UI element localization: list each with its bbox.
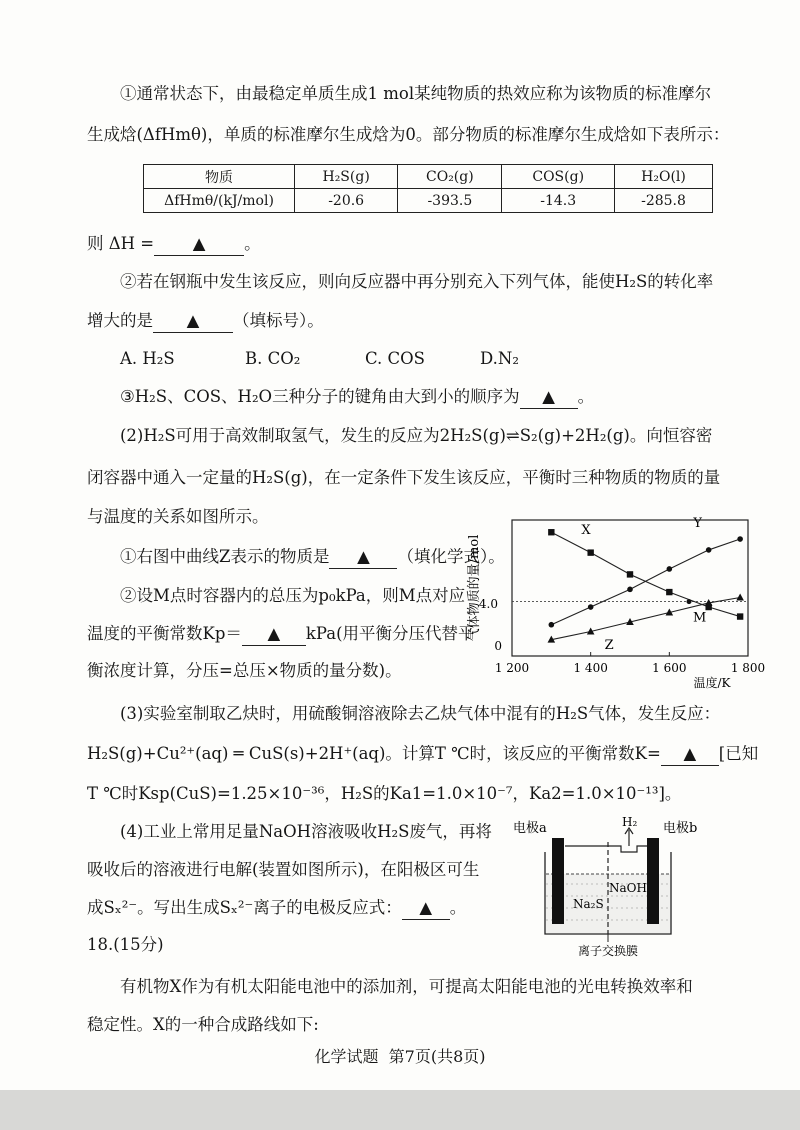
h2-label: H₂ <box>622 815 638 829</box>
conversion-line-1: ②若在钢瓶中发生该反应，则向反应器中再分别充入下列气体，能使H₂S的转化率 <box>120 272 714 291</box>
part2-q1 <box>120 546 505 569</box>
q18-line-1: 有机物X作为有机太阳能电池中的添加剂，可提高太阳能电池的光电转换效率和 <box>120 977 693 996</box>
table-header-cell: COS(g) <box>502 165 615 189</box>
x-tick-label: 1 800 <box>730 661 766 675</box>
naoh-label: NaOH <box>609 881 647 895</box>
part2-q2-line-1: ②设M点时容器内的总压为p₀kPa，则M点对应 <box>120 586 466 605</box>
q18-header: 18.(15分) <box>87 935 164 954</box>
membrane-label: 离子交换膜 <box>577 944 639 958</box>
table-cell: -14.3 <box>502 189 615 213</box>
data-point-y <box>706 547 712 553</box>
data-point-y <box>627 587 633 593</box>
part3-text: H₂S(g)+Cu²⁺(aq) ═ CuS(s)+2H⁺(aq)。计算T ℃时，该反应的平衡常数K= <box>87 744 661 763</box>
option-c: C. COS <box>365 349 425 368</box>
table-header-cell: H₂S(g) <box>295 165 398 189</box>
x-tick-label: 1 400 <box>573 661 608 675</box>
table-header-cell: 物质 <box>144 165 295 189</box>
point-m-marker <box>687 599 692 604</box>
part4-line-2: 吸收后的溶液进行电解(装置如图所示)，在阳极区可生 <box>87 860 480 879</box>
conversion-line-2 <box>87 310 324 333</box>
table-cell: -393.5 <box>398 189 502 213</box>
answer-blank[interactable]: ▲ <box>153 310 233 333</box>
kp-end: kPa(用平衡分压代替平 <box>305 624 475 643</box>
part3-line-1: (3)实验室制取乙炔时，用硫酸铜溶液除去乙炔气体中混有的H₂S气体，发生反应： <box>120 704 721 723</box>
part4-end: 。 <box>449 898 467 917</box>
part2-q2-line-3: 衡浓度计算，分压=总压×物质的量分数)。 <box>87 661 402 680</box>
answer-blank[interactable]: ▲ <box>154 233 244 256</box>
electrolysis-diagram <box>505 812 720 957</box>
table-header-row <box>144 165 713 189</box>
part3-line-3: T ℃时Ksp(CuS)=1.25×10⁻³⁶，H₂S的Ka1=1.0×10⁻⁷，Ka2=1.0×10⁻¹³]。 <box>87 784 682 803</box>
option-a: A. H₂S <box>120 349 175 368</box>
table-cell: -285.8 <box>615 189 713 213</box>
option-b: B. CO₂ <box>245 349 301 368</box>
part2-line-3: 与温度的关系如图所示。 <box>87 507 269 526</box>
part4-line-1: (4)工业上常用足量NaOH溶液吸收H₂S废气，再将 <box>120 822 492 841</box>
table-header-cell: H₂O(l) <box>615 165 713 189</box>
part3-end: [已知 <box>718 744 759 763</box>
data-point-z <box>736 594 744 601</box>
data-point-y <box>737 536 743 542</box>
part4-text: 成Sₓ²⁻。写出生成Sₓ²⁻离子的电极反应式： <box>87 898 402 917</box>
cell-lid <box>565 846 655 852</box>
table-cell: -20.6 <box>295 189 398 213</box>
data-point-x <box>627 571 633 577</box>
series-label-y: Y <box>693 515 702 531</box>
answer-blank[interactable]: ▲ <box>242 623 306 646</box>
x-tick-label: 1 200 <box>494 661 530 675</box>
data-point-x <box>737 613 743 619</box>
x-axis-label: 温度/K <box>693 676 731 690</box>
table-row <box>144 189 713 213</box>
data-point-y <box>549 622 555 628</box>
scan-border <box>0 1090 800 1130</box>
bond-angle-text: ③H₂S、COS、H₂O三种分子的键角由大到小的顺序为 <box>120 387 520 406</box>
option-d: D.N₂ <box>480 349 519 368</box>
equilibrium-chart <box>460 512 766 694</box>
table-header-cell: CO₂(g) <box>398 165 502 189</box>
answer-blank[interactable]: ▲ <box>520 386 578 409</box>
electrode-b <box>647 838 659 924</box>
dh-line <box>87 233 261 256</box>
series-label-z: Z <box>604 638 614 654</box>
footer-title: 化学试题 <box>314 1047 379 1066</box>
q1-end: （填化学式）。 <box>397 547 505 566</box>
footer-page: 第7页(共8页) <box>388 1047 486 1066</box>
x-tick-label: 1 600 <box>652 661 687 675</box>
conversion-prefix: 增大的是 <box>87 311 153 330</box>
dh-end: 。 <box>244 234 261 253</box>
enthalpy-table <box>143 164 713 213</box>
data-point-x <box>666 589 672 595</box>
intro-line-2: 生成焓(ΔfHmθ)，单质的标准摩尔生成焓为0。部分物质的标准摩尔生成焓如下表所示： <box>87 125 730 144</box>
point-m-label: M <box>693 610 707 626</box>
kp-text: 温度的平衡常数Kp＝ <box>87 624 242 643</box>
part2-line-2: 闭容器中通入一定量的H₂S(g)，在一定条件下发生该反应，平衡时三种物质的物质的量 <box>87 468 721 487</box>
na2s-label: Na₂S <box>573 897 604 911</box>
part3-line-2 <box>87 743 758 766</box>
data-point-x <box>548 529 554 535</box>
data-point-x <box>587 549 593 555</box>
answer-blank[interactable]: ▲ <box>402 897 450 920</box>
dh-label: 则 ΔH = <box>87 234 155 253</box>
q1-text: ①右图中曲线Z表示的物质是 <box>120 547 330 566</box>
part2-q2-line-2 <box>87 623 475 646</box>
table-row-label: ΔfHmθ/(kJ/mol) <box>144 189 295 213</box>
part2-line-1: (2)H₂S可用于高效制取氢气，发生的反应为2H₂S(g)⇌S₂(g)+2H₂(g)。向恒容密 <box>120 426 713 445</box>
q18-line-2: 稳定性。X的一种合成路线如下: <box>87 1015 319 1034</box>
data-point-y <box>667 566 673 572</box>
page-footer <box>0 1044 800 1067</box>
intro-line-1: ①通常状态下，由最稳定单质生成1 mol某纯物质的热效应称为该物质的标准摩尔 <box>120 84 712 103</box>
conversion-suffix: （填标号）。 <box>233 311 324 330</box>
electrode-a-label: 电极a <box>513 821 547 836</box>
y-tick-label: 0 <box>494 639 502 653</box>
y-axis-label: 气体物质的量/mol <box>467 534 482 642</box>
y-tick-label: 4.0 <box>478 597 498 611</box>
electrode-b-label: 电极b <box>663 821 698 836</box>
answer-blank[interactable]: ▲ <box>329 546 397 569</box>
bond-angle-line <box>120 386 594 409</box>
electrode-a <box>552 838 564 924</box>
data-point-y <box>588 604 594 610</box>
bond-angle-end: 。 <box>577 387 595 406</box>
series-label-x: X <box>581 523 591 539</box>
answer-blank[interactable]: ▲ <box>661 743 719 766</box>
part4-line-3 <box>87 897 466 920</box>
